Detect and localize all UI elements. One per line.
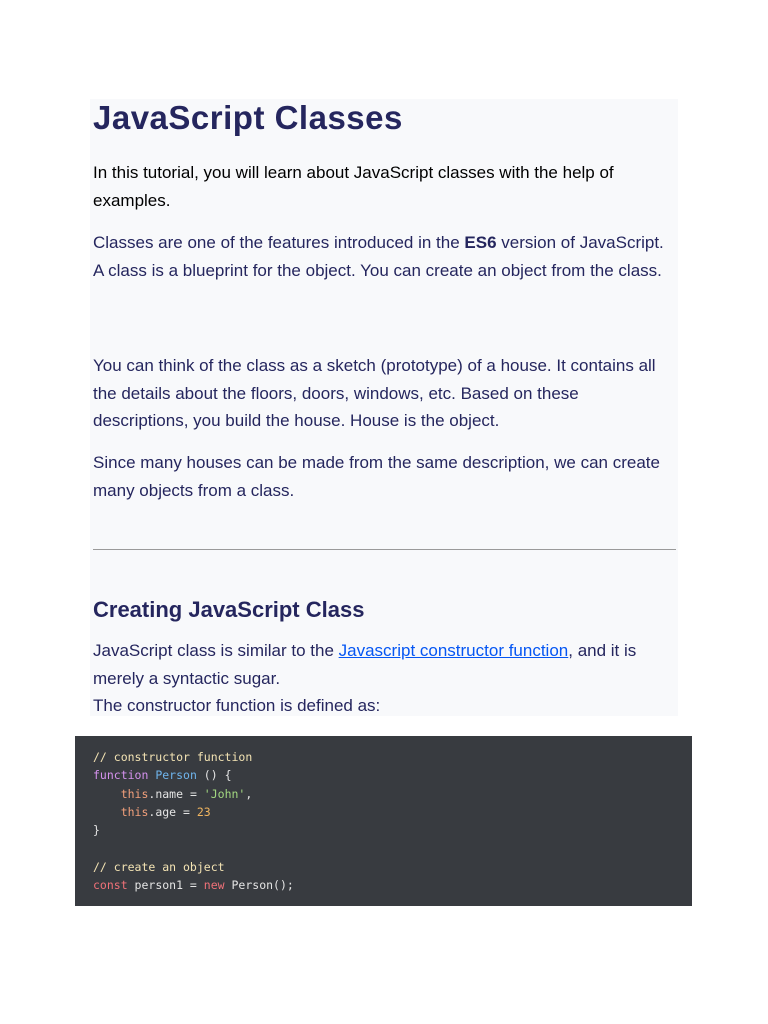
code-function-name: Person [155,768,197,783]
constructor-function-link[interactable]: Javascript constructor function [338,641,569,660]
code-text: } [93,823,100,838]
code-this: this [120,786,149,801]
code-text: .name = [148,786,204,801]
constructor-text-before: JavaScript class is similar to the [93,641,339,660]
defined-as-text: The constructor function is defined as: [93,696,381,715]
code-comment: // constructor function [93,750,253,764]
blueprint-text: A class is a blueprint for the object. You can create an object from the class. [93,260,662,280]
classes-paragraph [93,229,664,284]
classes-text-before: Classes are one of the features introduced in the [93,233,465,252]
code-text: () { [196,768,232,783]
constructor-text-after: , and it is merely a syntactic sugar. [93,641,637,688]
code-text: person1 = [127,878,204,893]
code-keyword: const [93,878,128,893]
code-string: 'John' [203,786,246,801]
code-this: this [120,804,149,819]
code-text: , [245,786,253,801]
code-text: Person(); [224,878,294,893]
code-keyword: new [203,878,225,893]
code-comment: // create an object [93,859,225,874]
constructor-paragraph [93,637,678,720]
page-title: JavaScript Classes [93,99,403,136]
es6-bold-text: ES6 [464,233,497,252]
classes-text-after: version of JavaScript. [496,233,664,252]
code-keyword: function [93,768,149,783]
code-text: .age = [148,804,197,819]
section-divider [93,549,676,550]
code-block[interactable] [75,736,692,906]
article-content [93,99,678,715]
code-listing [93,748,294,894]
sketch-paragraph: You can think of the class as a sketch (prototype) of a house. It contains all the details about the floors, doors, windows, etc. Based on these descriptions, you build the house. House is the object. [93,356,656,430]
intro-paragraph: In this tutorial, you will learn about JavaScript classes with the help of examples. [93,163,614,210]
code-number: 23 [196,804,211,819]
section-heading: Creating JavaScript Class [93,597,365,622]
houses-paragraph: Since many houses can be made from the same description, we can create many objects from a class. [93,453,660,500]
